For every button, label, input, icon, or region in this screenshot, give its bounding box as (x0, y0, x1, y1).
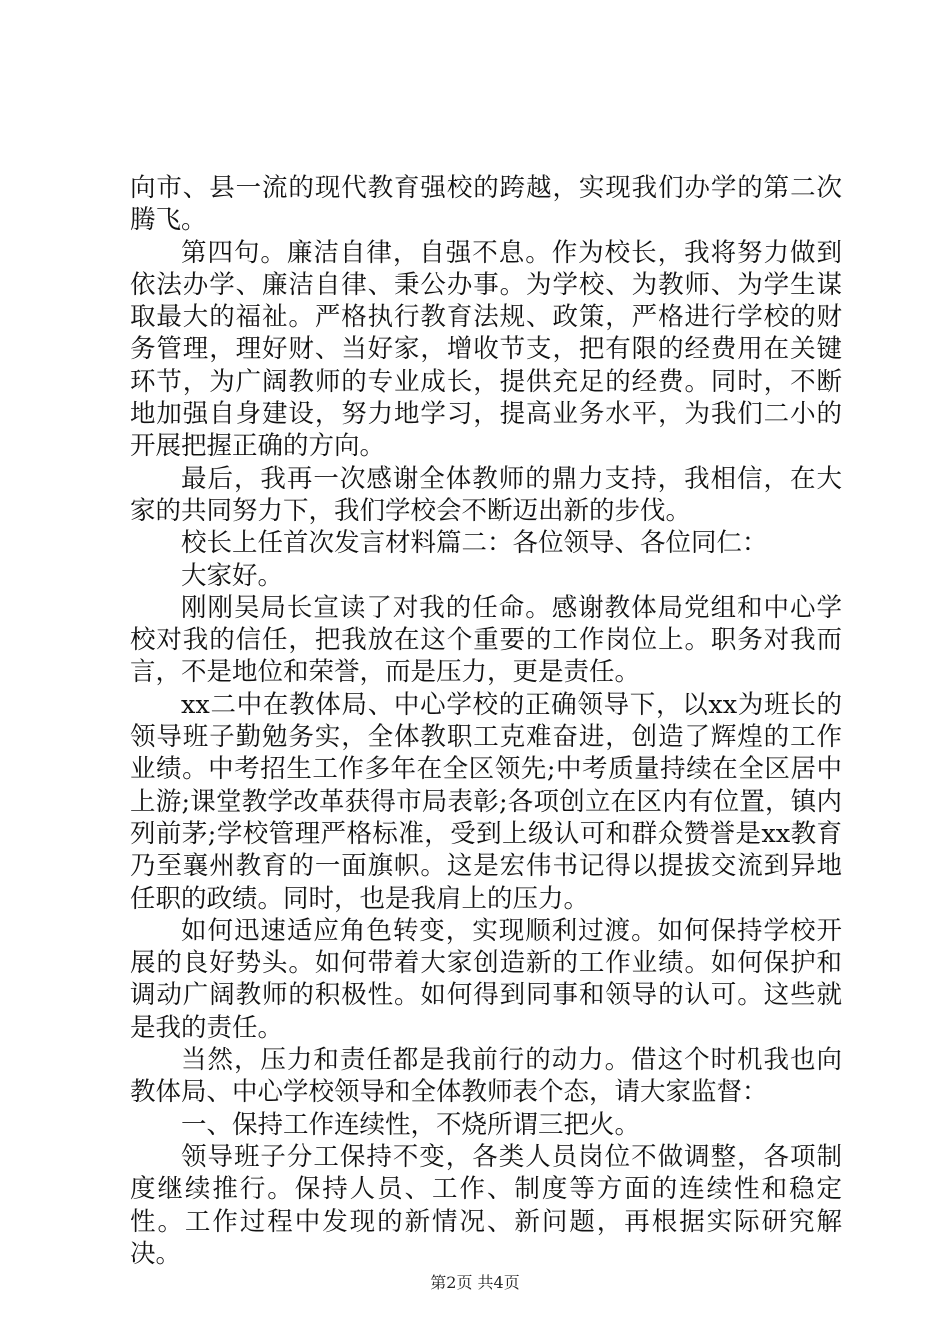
document-body (130, 172, 842, 1270)
list-heading: 一、保持工作连续性，不烧所谓三把火。 (181, 1109, 641, 1140)
paragraph: 第四句。廉洁自律，自强不息。作为校长，我将努力做到依法办学、廉洁自律、秉公办事。为学校、为教师、为学生谋取最大的福祉。严格执行教育法规、政策，严格进行学校的财务管理，理好财、当好家，增收节支，把有限的经费用在关键环节，为广阔教师的专业成长，提供充足的经费。同时，不断地加强自身建设，努力地学习，提高业务水平，为我们二小的开展把握正确的方向。 (130, 237, 842, 462)
section-heading: 校长上任首次发言材料篇二：各位领导、各位同仁： (181, 528, 768, 559)
page-number-footer: 第2页 共4页 (430, 1273, 520, 1292)
paragraph: 最后，我再一次感谢全体教师的鼎力支持，我相信，在大家的共同努力下，我们学校会不断迈出新的步伐。 (130, 463, 842, 526)
paragraph: 刚刚吴局长宣读了对我的任命。感谢教体局党组和中心学校对我的信任，把我放在这个重要的工作岗位上。职务对我而言，不是地位和荣誉，而是压力，更是责任。 (130, 592, 842, 688)
paragraph: 如何迅速适应角色转变，实现顺利过渡。如何保持学校开展的良好势头。如何带着大家创造新的工作业绩。如何保护和调动广阔教师的积极性。如何得到同事和领导的认可。这些就是我的责任。 (130, 915, 842, 1043)
paragraph: 大家好。 (181, 560, 284, 591)
paragraph: 当然，压力和责任都是我前行的动力。借这个时机我也向教体局、中心学校领导和全体教师表个态，请大家监督： (130, 1045, 842, 1108)
paragraph: 向市、县一流的现代教育强校的跨越，实现我们办学的第二次腾飞。 (130, 173, 842, 236)
paragraph: 领导班子分工保持不变，各类人员岗位不做调整，各项制度继续推行。保持人员、工作、制度等方面的连续性和稳定性。工作过程中发现的新情况、新问题，再根据实际研究解决。 (130, 1141, 842, 1269)
paragraph: xx二中在教体局、中心学校的正确领导下，以xx为班长的领导班子勤勉务实，全体教职工克难奋进，创造了辉煌的工作业绩。中考招生工作多年在全区领先;中考质量持续在全区居中上游;课堂教学改革获得市局表彰;各项创立在区内有位置，镇内列前茅;学校管理严格标准，受到上级认可和群众赞誉是xx教育乃至襄州教育的一面旗帜。这是宏伟书记得以提拔交流到异地任职的政绩。同时，也是我肩上的压力。 (130, 689, 842, 914)
